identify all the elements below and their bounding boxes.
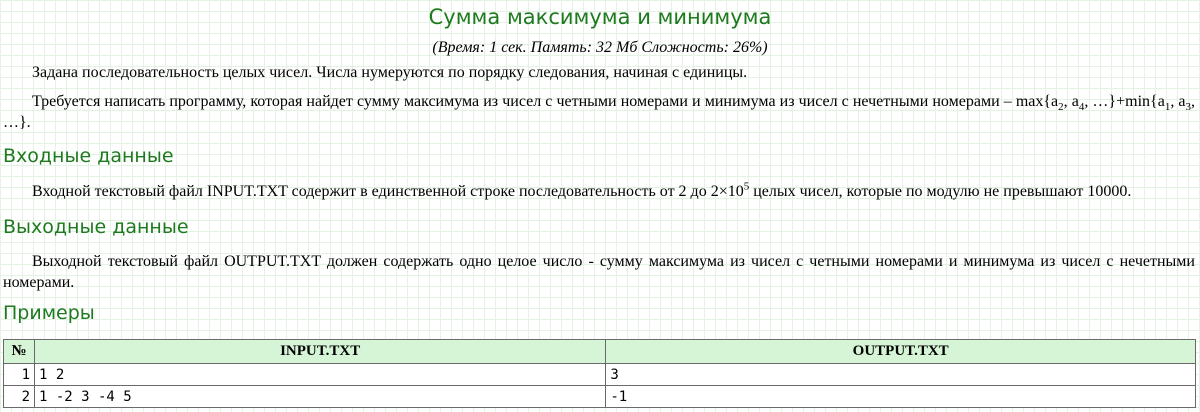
examples-header-row [4, 340, 1196, 364]
examples-heading: Примеры [3, 302, 95, 324]
row-number: 1 [4, 364, 35, 386]
row-input: 1 -2 3 -4 5 [35, 386, 606, 408]
formula-sub-2: 2 [1058, 101, 1064, 114]
input-section-heading: Входные данные [3, 145, 174, 167]
column-header-number: № [4, 340, 35, 364]
formula-mid: , …}+min{a [1084, 93, 1165, 110]
column-header-output: OUTPUT.TXT [606, 340, 1196, 364]
statement-paragraph-1: Задана последовательность целых чисел. Числа нумеруются по порядку следования, начиная с единицы. [32, 64, 748, 81]
row-output: 3 [606, 364, 1196, 386]
output-section-heading: Выходные данные [3, 216, 189, 238]
formula-max-open: max{a [1015, 93, 1059, 110]
statement-text: Требуется написать программу, которая найдет сумму максимума из чисел с четными номерами и минимума из чисел с нечетными номерами – [32, 93, 1016, 110]
row-number: 2 [4, 386, 35, 408]
formula-sep-2: , a [1170, 93, 1186, 110]
formula-sub-1: 1 [1164, 101, 1171, 114]
problem-limits: (Время: 1 сек. Память: 32 Мб Сложность: 26%) [432, 39, 768, 56]
row-input: 1 2 [35, 364, 606, 386]
statement-paragraph-2 [3, 91, 1195, 133]
input-section-text [3, 181, 1195, 202]
input-text-exponent: 5 [743, 180, 750, 193]
output-section-text: Выходной текстовый файл OUTPUT.TXT должен содержать одно целое число - сумму максимума из чисел с четными номерами и минимума из чисел с нечетными номерами. [3, 253, 1195, 291]
formula-sep-1: , a [1063, 93, 1079, 110]
examples-table [3, 339, 1196, 408]
problem-title: Сумма максимума и минимума [428, 5, 772, 29]
formula-sub-4: 4 [1078, 101, 1085, 114]
row-output: -1 [606, 386, 1196, 408]
input-text-after: целых чисел, которые по модулю не превышают 10000. [749, 183, 1132, 200]
formula-tail: , …}. [3, 93, 1196, 131]
formula-sub-3: 3 [1185, 101, 1192, 114]
table-row [4, 386, 1196, 408]
input-text-before: Входной текстовый файл INPUT.TXT содержит в единственной строке последовательность от 2 до 2×10 [32, 183, 744, 200]
column-header-input: INPUT.TXT [35, 340, 606, 364]
table-row [4, 364, 1196, 386]
